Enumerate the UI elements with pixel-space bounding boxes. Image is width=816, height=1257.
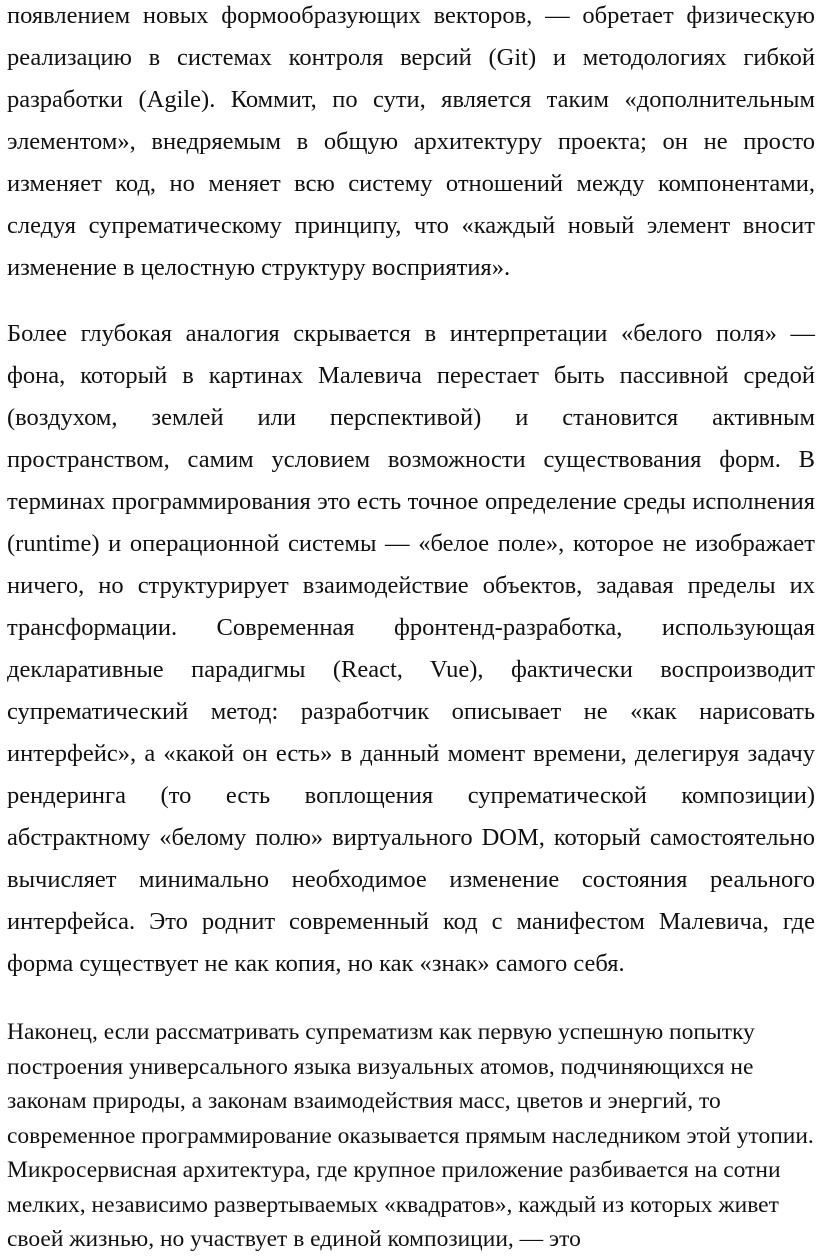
- paragraph-1: появлением новых формообразующих векторов, — обретает физическую реализацию в системах контроля версий (Git) и методологиях гибкой разработки (Agile). Коммит, по сути, является таким «дополнительным элементом», внедряемым в общую архитектуру проекта; он не просто изменяет код, но меняет всю систему отношений между компонентами, следуя супрематическому принципу, что «каждый новый элемент вносит изменение в целостную структуру восприятия».: [7, 2, 815, 281]
- paragraph-2: Более глубокая аналогия скрывается в интерпретации «белого поля» — фона, который в картинах Малевича перестает быть пассивной средой (воздухом, землей или перспективой) и становится активным пространством, самим условием возможности существования форм. В терминах программирования это есть точное определение среды исполнения (runtime) и операционной системы — «белое поле», которое не изображает ничего, но структурирует взаимодействие объектов, задавая пределы их трансформации. Современная фронтенд-разработка, использующая декларативные парадигмы (React, Vue), фактически воспроизводит супрематический метод: разработчик описывает не «как нарисовать интерфейс», а «какой он есть» в данный момент времени, делегируя задачу рендеринга (то есть воплощения супрематической композиции) абстрактному «белому полю» виртуального DOM, который самостоятельно вычисляет минимально необходимое изменение состояния реального интерфейса. Это роднит современный код с манифестом Малевича, где форма существует не как копия, но как «знак» самого себя.: [7, 320, 815, 977]
- paragraph-3: Наконец, если рассматривать супрематизм как первую успешную попытку построения универсального языка визуальных атомов, подчиняющихся не законам природы, а законам взаимодействия масс, цветов и энергий, то современное программирование оказывается прямым наследником этой утопии. Микросервисная архитектура, где крупное приложение разбивается на сотни мелких, независимо развертываемых «квадратов», каждый из которых живет своей жизнью, но участвует в единой композиции, — это: [7, 1019, 814, 1252]
- document-page: [7, 0, 815, 1257]
